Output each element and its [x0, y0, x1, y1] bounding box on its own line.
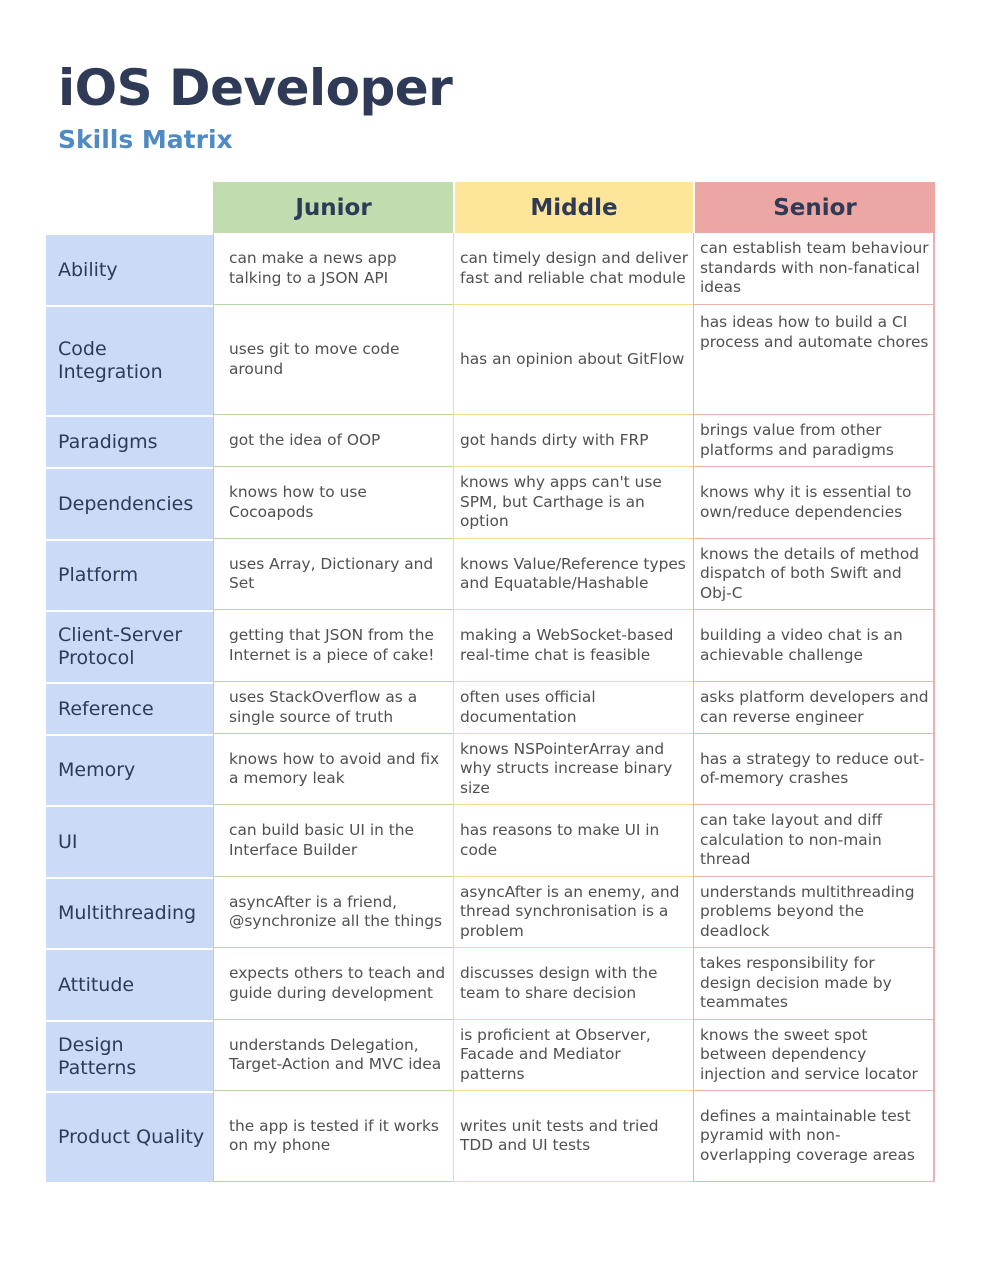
row-header-dependencies: Dependencies: [46, 467, 213, 539]
cell-senior: knows the sweet spot between dependency injection and service locator: [693, 1020, 935, 1091]
cell-junior: can make a news app talking to a JSON API: [213, 233, 453, 305]
page-title: iOS Developer: [58, 59, 453, 117]
cell-middle: asyncAfter is an enemy, and thread synchronisation is a problem: [453, 877, 693, 948]
cell-middle: has reasons to make UI in code: [453, 805, 693, 877]
table-row: [46, 877, 935, 948]
table-row: [46, 805, 935, 877]
table-row: [46, 1091, 935, 1182]
cell-middle: discusses design with the team to share decision: [453, 948, 693, 1020]
table-row: [46, 467, 935, 539]
row-header-code-integration: Code Integration: [46, 305, 213, 415]
cell-middle: writes unit tests and tried TDD and UI tests: [453, 1091, 693, 1182]
cell-junior: understands Delegation, Target-Action and MVC idea: [213, 1020, 453, 1091]
cell-junior: uses StackOverflow as a single source of truth: [213, 682, 453, 734]
row-header-product-quality: Product Quality: [46, 1091, 213, 1182]
skills-matrix-table: [46, 180, 935, 1182]
table-row: [46, 539, 935, 610]
table-row: [46, 1020, 935, 1091]
row-header-paradigms: Paradigms: [46, 415, 213, 467]
cell-middle: knows NSPointerArray and why structs increase binary size: [453, 734, 693, 805]
table-row: [46, 415, 935, 467]
row-header-attitude: Attitude: [46, 948, 213, 1020]
table-row: [46, 305, 935, 415]
row-header-memory: Memory: [46, 734, 213, 805]
table-row: [46, 682, 935, 734]
row-header-multithreading: Multithreading: [46, 877, 213, 948]
row-header-reference: Reference: [46, 682, 213, 734]
table-row: [46, 948, 935, 1020]
cell-junior: uses git to move code around: [213, 305, 453, 415]
cell-junior: the app is tested if it works on my phone: [213, 1091, 453, 1182]
row-header-client-server-protocol: Client-Server Protocol: [46, 610, 213, 682]
cell-senior: can take layout and diff calculation to non-main thread: [693, 805, 935, 877]
cell-junior: expects others to teach and guide during development: [213, 948, 453, 1020]
corner-cell: [46, 180, 213, 233]
cell-senior: building a video chat is an achievable challenge: [693, 610, 935, 682]
cell-senior: has ideas how to build a CI process and automate chores: [693, 305, 935, 415]
level-header-middle: Middle: [453, 180, 693, 233]
cell-senior: defines a maintainable test pyramid with non-overlapping coverage areas: [693, 1091, 935, 1182]
cell-senior: asks platform developers and can reverse engineer: [693, 682, 935, 734]
cell-middle: is proficient at Observer, Facade and Mediator patterns: [453, 1020, 693, 1091]
cell-junior: asyncAfter is a friend, @synchronize all the things: [213, 877, 453, 948]
cell-middle: often uses official documentation: [453, 682, 693, 734]
cell-senior: knows why it is essential to own/reduce dependencies: [693, 467, 935, 539]
cell-senior: knows the details of method dispatch of both Swift and Obj-C: [693, 539, 935, 610]
table-row: [46, 734, 935, 805]
row-header-ability: Ability: [46, 233, 213, 305]
cell-senior: takes responsibility for design decision made by teammates: [693, 948, 935, 1020]
cell-junior: knows how to avoid and fix a memory leak: [213, 734, 453, 805]
row-header-ui: UI: [46, 805, 213, 877]
cell-junior: getting that JSON from the Internet is a piece of cake!: [213, 610, 453, 682]
cell-junior: uses Array, Dictionary and Set: [213, 539, 453, 610]
cell-junior: knows how to use Cocoapods: [213, 467, 453, 539]
level-header-senior: Senior: [693, 180, 935, 233]
cell-senior: understands multithreading problems beyond the deadlock: [693, 877, 935, 948]
level-header-row: [46, 180, 935, 233]
cell-middle: making a WebSocket-based real-time chat is feasible: [453, 610, 693, 682]
cell-middle: knows why apps can't use SPM, but Carthage is an option: [453, 467, 693, 539]
cell-middle: has an opinion about GitFlow: [453, 305, 693, 415]
cell-senior: can establish team behaviour standards with non-fanatical ideas: [693, 233, 935, 305]
cell-middle: can timely design and deliver fast and reliable chat module: [453, 233, 693, 305]
cell-senior: has a strategy to reduce out-of-memory crashes: [693, 734, 935, 805]
table-row: [46, 610, 935, 682]
cell-junior: got the idea of OOP: [213, 415, 453, 467]
row-header-design-patterns: Design Patterns: [46, 1020, 213, 1091]
cell-middle: got hands dirty with FRP: [453, 415, 693, 467]
cell-middle: knows Value/Reference types and Equatable/Hashable: [453, 539, 693, 610]
row-header-platform: Platform: [46, 539, 213, 610]
cell-senior: brings value from other platforms and paradigms: [693, 415, 935, 467]
page-subtitle: Skills Matrix: [58, 125, 233, 154]
level-header-junior: Junior: [213, 180, 453, 233]
cell-junior: can build basic UI in the Interface Builder: [213, 805, 453, 877]
table-row: [46, 233, 935, 305]
